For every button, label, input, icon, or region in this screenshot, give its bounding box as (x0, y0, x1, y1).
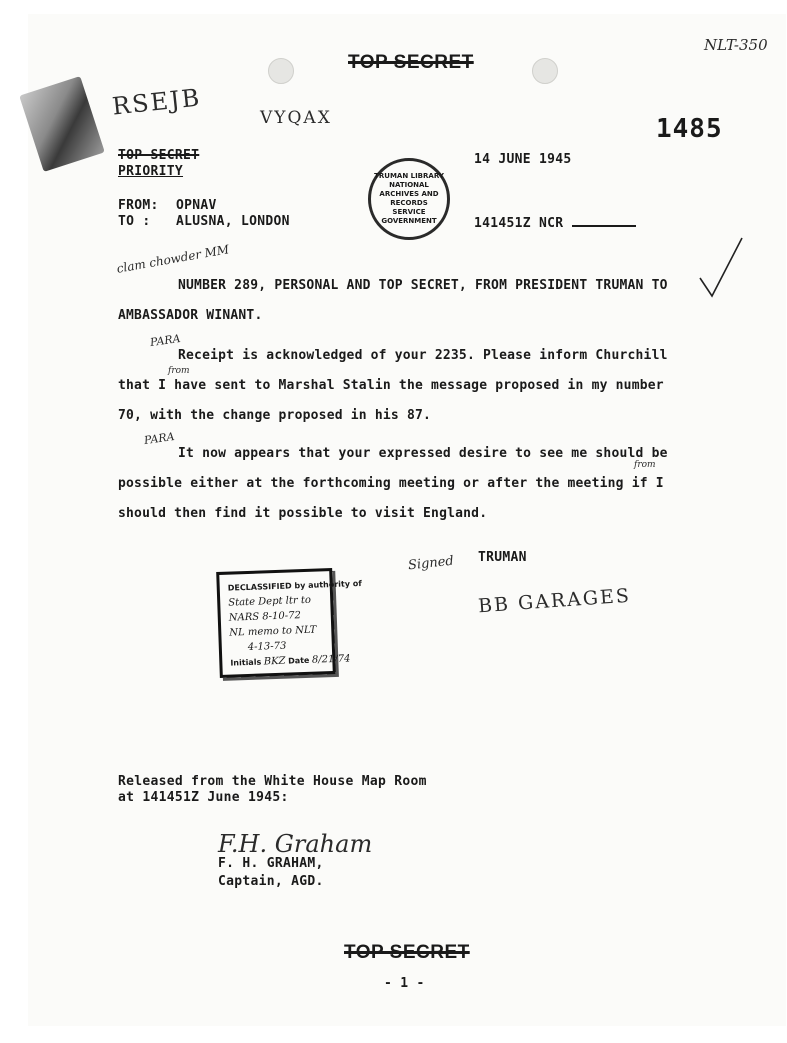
para-mark-1: PARA (149, 331, 182, 350)
release-line-2: at 141451Z June 1945: (118, 790, 289, 805)
declass-line-1: DECLASSIFIED by authority of (227, 578, 362, 593)
declass-line-3: NARS 8-10-72 (228, 610, 302, 624)
from-label: FROM: (118, 198, 159, 213)
stamp-line-1: TRUMAN LIBRARY (374, 172, 444, 180)
initials-value: BKZ (263, 655, 286, 668)
declassified-stamp (216, 568, 362, 678)
graham-signature: F.H. Graham (218, 830, 373, 858)
paragraph-2-line-2: possible either at the forthcoming meeting or after the meeting if I (118, 476, 664, 491)
initials-label: Initials (230, 657, 262, 668)
release-title: Captain, AGD. (218, 874, 324, 889)
paragraph-2-line-3: should then find it possible to visit England. (118, 506, 488, 521)
stamp-line-5: SERVICE (392, 208, 426, 216)
punch-hole-left (268, 58, 294, 84)
stamp-line-6: GOVERNMENT (381, 217, 437, 225)
declass-initials-row (230, 652, 351, 670)
date-label: Date (287, 655, 310, 666)
release-line-1: Released from the White House Map Room (118, 774, 427, 789)
paragraph-1-line-3: 70, with the change proposed in his 87. (118, 408, 432, 423)
stamp-line-3: ARCHIVES AND (379, 190, 439, 198)
dtg-value: 141451Z NCR (474, 216, 564, 231)
declass-line-5: 4-13-73 (247, 640, 287, 653)
release-name: F. H. GRAHAM, (218, 856, 324, 871)
file-number: NLT-350 (704, 36, 768, 54)
handwritten-note-garages: BB GARAGES (477, 584, 632, 618)
handwritten-code-1: RSEJB (110, 83, 203, 121)
from-value: OPNAV (176, 198, 217, 213)
message-line-2: AMBASSADOR WINANT. (118, 308, 263, 323)
tape-mark (19, 76, 105, 172)
to-value: ALUSNA, LONDON (176, 214, 290, 229)
message-line-1: NUMBER 289, PERSONAL AND TOP SECRET, FROM PRESIDENT TRUMAN TO (178, 278, 668, 293)
punch-hole-right (532, 58, 558, 84)
paragraph-1-line-2: that I have sent to Marshal Stalin the message proposed in my number (118, 378, 664, 393)
declass-line-2: State Dept ltr to (228, 594, 312, 609)
insert-mark-2: from (634, 460, 656, 470)
signature-name: TRUMAN (478, 550, 527, 565)
para-mark-2: PARA (143, 429, 176, 448)
checkmark-icon (698, 234, 744, 304)
message-date: 14 JUNE 1945 (474, 152, 572, 167)
stamp-line-2: NATIONAL (389, 181, 429, 189)
dtg-blank-line (572, 225, 636, 227)
paragraph-1-line-1: Receipt is acknowledged of your 2235. Please inform Churchill (178, 348, 668, 363)
to-label: TO : (118, 214, 151, 229)
truman-library-stamp (368, 158, 450, 240)
top-secret-stamp: TOP SECRET (348, 52, 474, 73)
handwritten-routing-note: clam chowder MM (115, 242, 231, 276)
page-number: - 1 - (384, 976, 425, 991)
classification-top-secret: TOP SECRET (118, 148, 200, 163)
handwritten-code-2: VYQAX (260, 108, 332, 128)
message-dtg (474, 216, 636, 231)
document-page (28, 14, 786, 1026)
signed-note: Signed (407, 553, 455, 574)
classification-priority: PRIORITY (118, 164, 184, 179)
date-value: 8/21/74 (311, 653, 351, 666)
bottom-top-secret-stamp: TOP SECRET (344, 942, 470, 963)
stamp-line-4: RECORDS (390, 199, 428, 207)
declass-line-4: NL memo to NLT (229, 624, 317, 639)
paragraph-2-line-1: It now appears that your expressed desire to see me should be (178, 446, 668, 461)
insert-mark-1: from (168, 366, 190, 376)
document-number: 1485 (656, 114, 723, 144)
